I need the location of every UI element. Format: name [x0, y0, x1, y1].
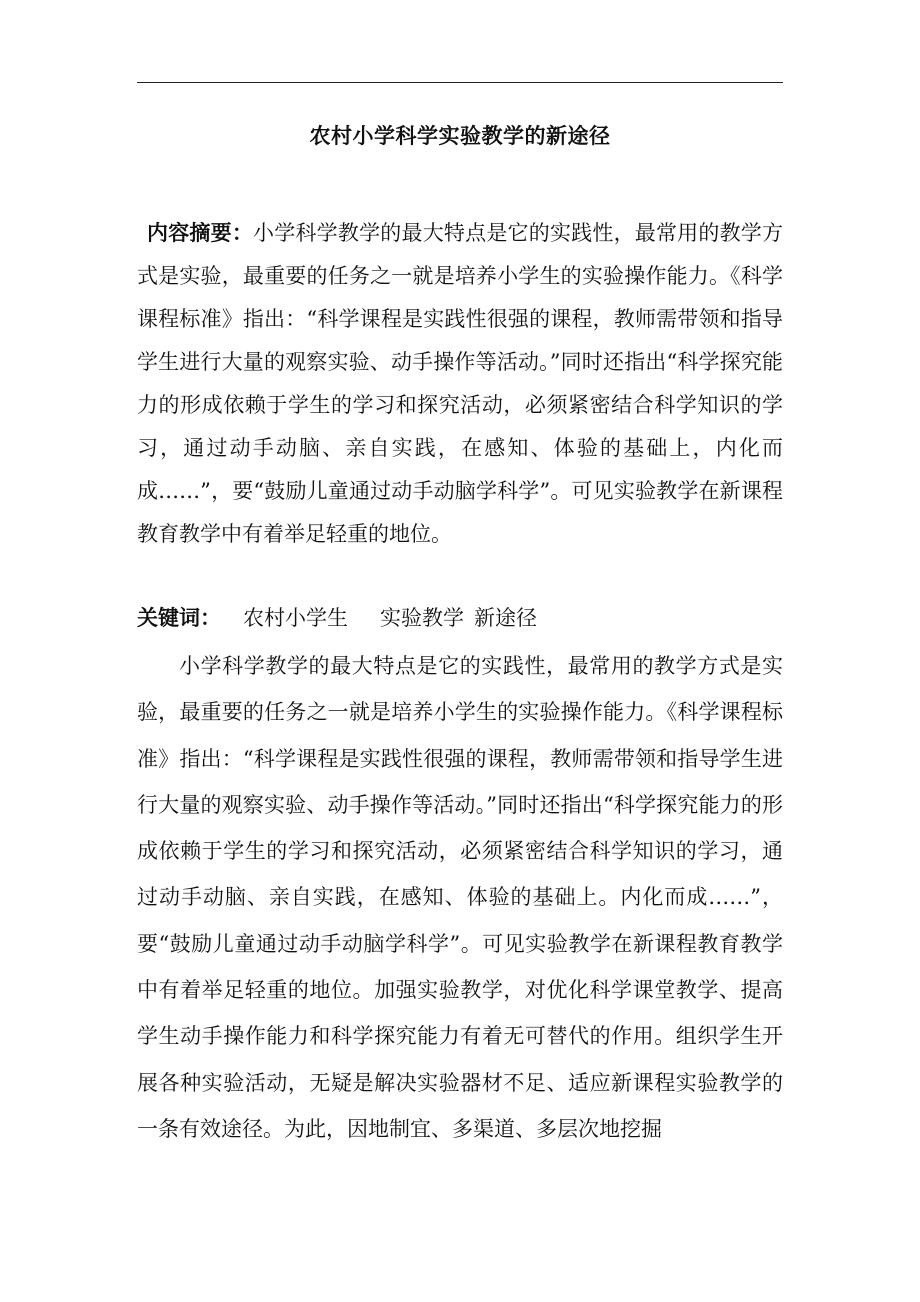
- abstract-label: 内容摘要：: [147, 221, 254, 245]
- document-title: 农村小学科学实验教学的新途径: [309, 124, 611, 148]
- keyword-item: 新途径: [474, 606, 537, 630]
- keywords-section: [137, 598, 783, 638]
- abstract-text: 小学科学教学的最大特点是它的实践性，最常用的教学方式是实验，最重要的任务之一就是培养小学生的实验操作能力。《科学课程标准》指出：“科学课程是实践性很强的课程，教师需带领和指导学生进行大量的观察实验、动手操作等活动。”同时还指出“科学探究能力的形成依赖于学生的学习和探究活动，必须紧密结合科学知识的学习，通过动手动脑、亲自实践，在感知、体验的基础上，内化而成……”，要“鼓励儿童通过动手动脑学科学”。可见实验教学在新课程教育教学中有着举足轻重的地位。: [137, 221, 784, 546]
- keyword-item: 农村小学生: [243, 606, 348, 630]
- body-paragraph: 小学科学教学的最大特点是它的实践性，最常用的教学方式是实验，最重要的任务之一就是培养小学生的实验操作能力。《科学课程标准》指出：“科学课程是实践性很强的课程，教师需带领和指导学生进行大量的观察实验、动手操作等活动。”同时还指出“科学探究能力的形成依赖于学生的学习和探究活动，必须紧密结合科学知识的学习，通过动手动脑、亲自实践，在感知、体验的基础上。内化而成……”，要“鼓励儿童通过动手动脑学科学”。可见实验教学在新课程教育教学中有着举足轻重的地位。加强实验教学，对优化科学课堂教学、提高学生动手操作能力和科学探究能力有着无可替代的作用。组织学生开展各种实验活动，无疑是解决实验器材不足、适应新课程实验教学的一条有效途径。为此，因地制宜、多渠道、多层次地挖掘: [137, 654, 783, 1141]
- abstract-section: [137, 212, 783, 556]
- keyword-item: 实验教学: [380, 606, 464, 630]
- header-rule: [137, 82, 783, 83]
- keywords-label: 关键词：: [137, 606, 221, 630]
